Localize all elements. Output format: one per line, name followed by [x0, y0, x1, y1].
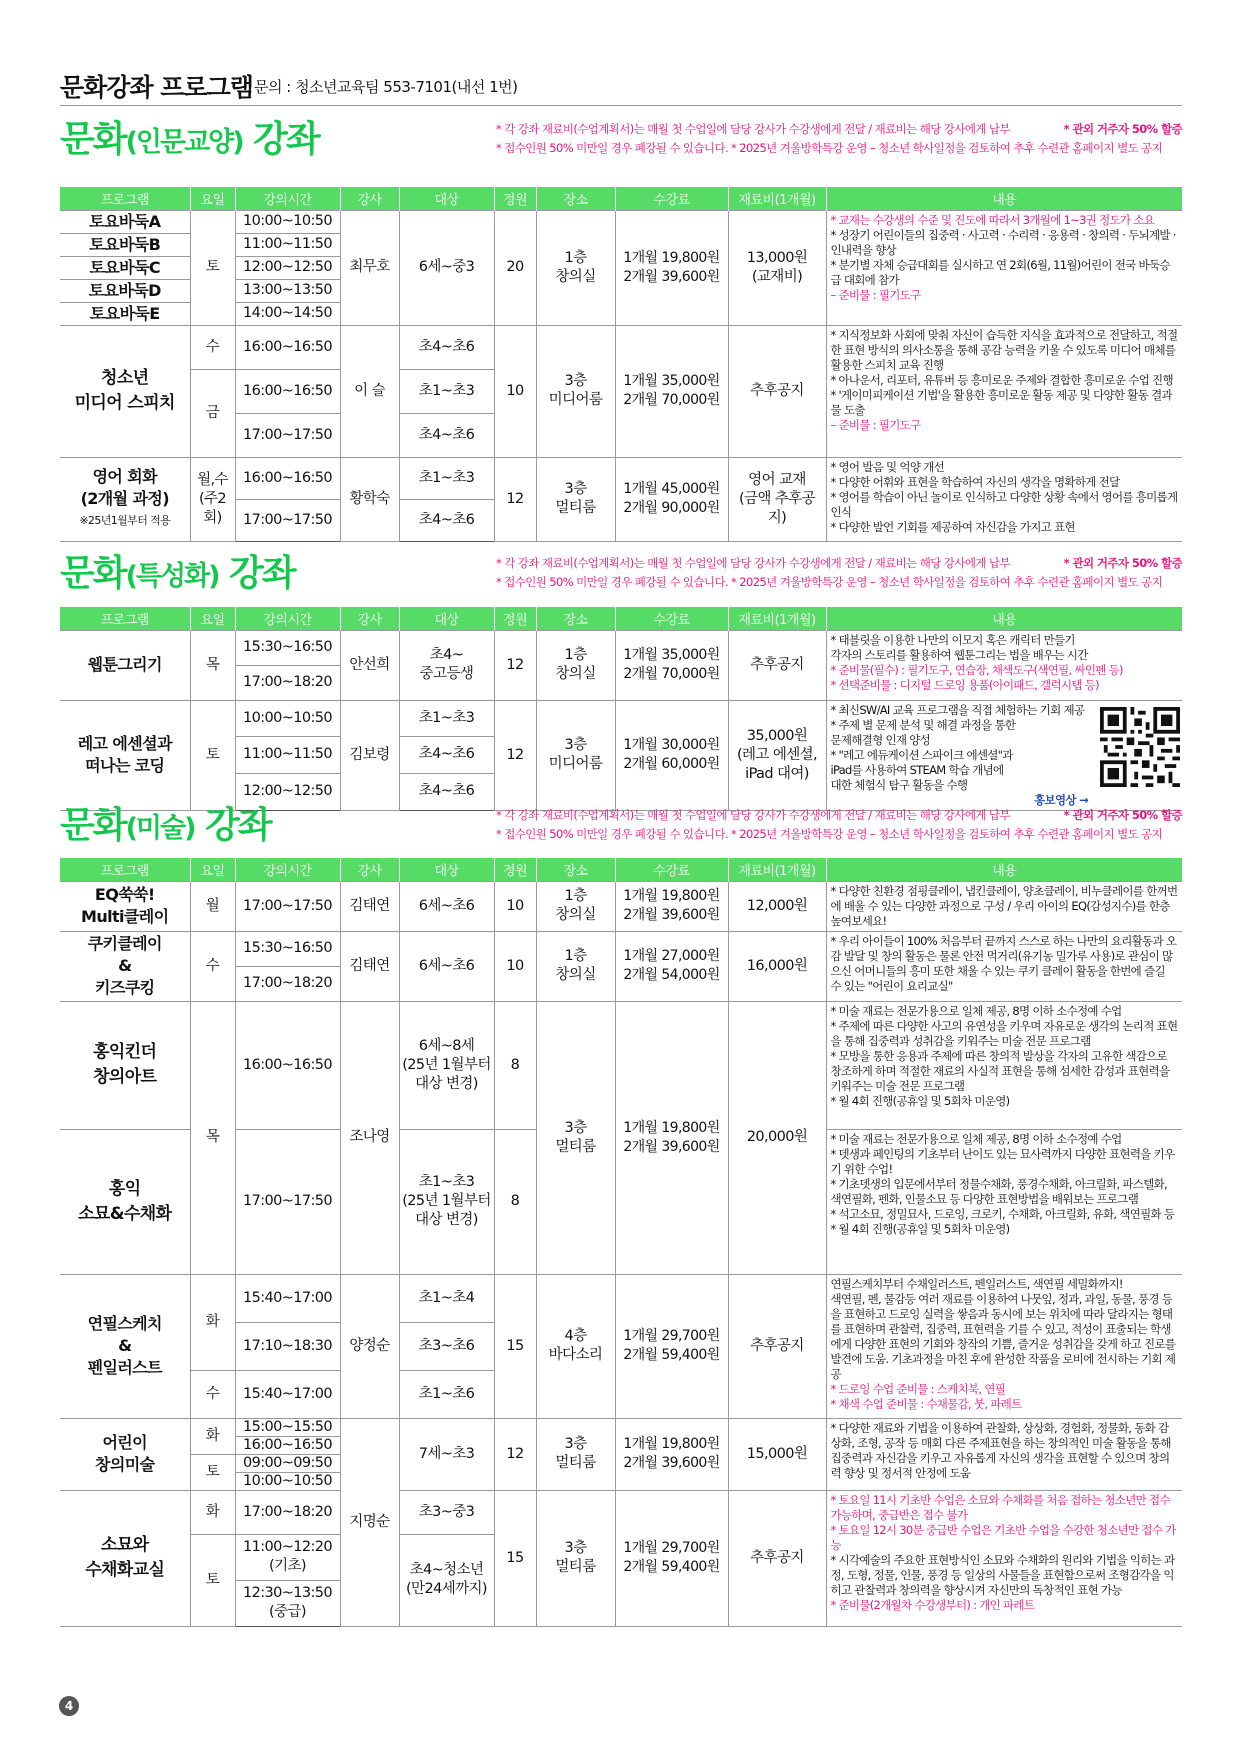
page-title: 문화강좌 프로그램 — [60, 73, 253, 102]
table-cell: 토 — [190, 1454, 235, 1490]
table-cell: 최무호 — [340, 210, 399, 325]
column-header: 정원 — [494, 607, 536, 630]
section-note: * 접수인원 50% 미만일 경우 폐강될 수 있습니다. * 2025년 겨울방학특강 운영 – 청소년 학사일정을 검토하여 추후 수련관 홈페이지 별도 공지 — [496, 827, 1163, 841]
table-cell: 어린이 창의미술 — [60, 1418, 190, 1490]
table-row — [60, 210, 1182, 233]
table-cell: 3층 멀티룸 — [536, 1001, 615, 1274]
table-cell: 15:30~16:50 — [235, 931, 340, 966]
column-header: 강의시간 — [235, 858, 340, 881]
description: * 미술 재료는 전문가용으로 일체 제공, 8명 이하 소수정예 수업 * 뎃생과 페인팅의 기초부터 난이도 있는 묘사력까지 다양한 표현력을 키우기 위한 수업! * 기초뎃생의 입문에서부터 정물수채화, 풍경수채화, 아크릴화, 파스텔화, 색연필화, 펜화, 인물소묘 등 다양한 표현방법을 배워보는 프로그램 * 석고소묘, 정밀묘사, 드로잉, 크로키, 수채화, 아크릴화, 유화, 색연필화 등 * 월 4회 진행(공휴일 및 5회차 미운영) — [826, 1129, 1182, 1274]
description: * 미술 재료는 전문가용으로 일체 제공, 8명 이하 소수정예 수업 * 주제에 따른 다양한 사고의 유연성을 키우며 자유로운 생각의 논리적 표현을 통해 집중력과 성취감을 키워주는 미술 전문 프로그램 * 모방을 통한 응용과 주제에 따른 창의적 발상을 각자의 고유한 색감으로 창조하게 하며 적절한 재료의 사실적 표현을 통해 섬세한 감성과 표현력을 키워주는 미술 전문 프로그램 * 월 4회 진행(공휴일 및 5회차 미운영) — [826, 1001, 1182, 1129]
table-cell: 이 슬 — [340, 325, 399, 457]
table-cell: 15:00~15:50 — [235, 1418, 340, 1436]
table-cell: 양정순 — [340, 1274, 399, 1418]
table-header — [60, 607, 1182, 630]
table-cell: 화 — [190, 1274, 235, 1370]
table-cell: 6세~8세 (25년 1월부터 대상 변경) — [399, 1001, 494, 1129]
table-cell: 초1~초3 — [399, 700, 494, 737]
column-header: 대상 — [399, 858, 494, 881]
table-cell: 추후공지 — [728, 1274, 826, 1418]
table-cell: 7세~초3 — [399, 1418, 494, 1490]
column-header: 강사 — [340, 187, 399, 210]
table-cell: 초1~초3 — [399, 457, 494, 499]
description: * 교재는 수강생의 수준 및 진도에 따라서 3개월에 1~3권 정도가 소요 * 성장기 어린이들의 집중력 · 사고력 · 수리력 · 응용력 · 창의력 · 두뇌계발 · 인내력을 향상 * 분기별 자체 승급대회를 실시하고 연 2회(6월, 11월)어린이 전국 바둑승급 대회에 참가 – 준비물 : 필기도구 — [826, 210, 1182, 325]
table-cell: 6세~중3 — [399, 210, 494, 325]
table-cell: 지명순 — [340, 1418, 399, 1626]
section-title: 문화(특성화) 강좌 — [60, 553, 295, 594]
table-cell: 16,000원 — [728, 931, 826, 1001]
column-header: 재료비(1개월) — [728, 858, 826, 881]
table-cell: 12 — [494, 700, 536, 810]
table-cell: 화 — [190, 1490, 235, 1534]
column-header: 재료비(1개월) — [728, 607, 826, 630]
column-header: 강사 — [340, 858, 399, 881]
column-header: 재료비(1개월) — [728, 187, 826, 210]
qr-code-icon[interactable] — [1100, 707, 1180, 787]
table-cell: 초4~초6 — [399, 499, 494, 541]
table-cell: 쿠키클레이 & 키즈쿠킹 — [60, 931, 190, 1001]
table-cell: 15:40~17:00 — [235, 1370, 340, 1418]
section-note: * 각 강좌 재료비(수업계획서)는 매월 첫 수업일에 담당 강사가 수강생에게 전달 / 재료비는 해당 강사에게 납부 * 관외 거주자 50% 할증 — [496, 122, 1182, 136]
table-cell: 초4~청소년 (만24세까지) — [399, 1534, 494, 1626]
table-cell: 초4~초6 — [399, 413, 494, 457]
column-header: 정원 — [494, 187, 536, 210]
table-cell: 초1~초3 — [399, 369, 494, 413]
table-cell: 1층 창의실 — [536, 630, 615, 700]
table-cell: 10 — [494, 325, 536, 457]
table-cell: 초4~ 중고등생 — [399, 630, 494, 700]
table-cell: 초3~초6 — [399, 1322, 494, 1370]
table-cell: 10 — [494, 931, 536, 1001]
table-cell: 1개월 19,800원 2개월 39,600원 — [615, 1418, 728, 1490]
table-cell: 홍익 소묘&수채화 — [60, 1129, 190, 1274]
column-header: 장소 — [536, 607, 615, 630]
table-cell: 레고 에센셜과 떠나는 코딩 — [60, 700, 190, 810]
table-cell: 초3~중3 — [399, 1490, 494, 1534]
column-header: 대상 — [399, 187, 494, 210]
column-header: 장소 — [536, 858, 615, 881]
table-cell: 1층 창의실 — [536, 881, 615, 931]
table-cell: 3층 멀티룸 — [536, 1490, 615, 1626]
description: * 태블릿을 이용한 나만의 이모지 혹은 캐릭터 만들기 각자의 스토리를 활용하여 웹툰그리는 법을 배우는 시간 * 준비물(필수) : 필기도구, 연습장, 채색도구(색연필, 싸인펜 등) * 선택준비물 : 디지털 드로잉 용품(아이패드, 갤럭시탭 등) — [826, 630, 1182, 700]
table-row — [60, 457, 1182, 499]
table-cell: 12,000원 — [728, 881, 826, 931]
table-cell: 1개월 45,000원 2개월 90,000원 — [615, 457, 728, 541]
table-cell: 10:00~10:50 — [235, 1472, 340, 1490]
table-cell: 토요바둑A — [60, 210, 190, 233]
table-cell: 웹툰그리기 — [60, 630, 190, 700]
description: * 우리 아이들이 100% 처음부터 끝까지 스스로 하는 나만의 요리활동과 오감 발달 및 창의 활동은 물론 안전 먹거리(유기농 밀가루 사용)로 관심이 많으신 어머니들의 흥미 또한 채울 수 있는 쿠키 클레이 활동을 한번에 즐길 수 있는 "어린이 요리교실" — [826, 931, 1182, 1001]
table-cell: 20,000원 — [728, 1001, 826, 1274]
table-cell: 09:00~09:50 — [235, 1454, 340, 1472]
table-cell: 10:00~10:50 — [235, 210, 340, 233]
table-cell: 17:00~18:20 — [235, 665, 340, 700]
table-cell: 조나영 — [340, 1001, 399, 1274]
table-cell: 소묘와 수채화교실 — [60, 1490, 190, 1626]
table-cell: 35,000원 (레고 에센셜, iPad 대여) — [728, 700, 826, 810]
table-cell: 17:00~18:20 — [235, 966, 340, 1001]
page-header — [60, 60, 1182, 106]
table-row — [60, 931, 1182, 966]
table-cell: 초1~초3 (25년 1월부터 대상 변경) — [399, 1129, 494, 1274]
table-cell: 김태연 — [340, 931, 399, 1001]
table-cell: 황학숙 — [340, 457, 399, 541]
art-table — [60, 858, 1182, 1627]
table-cell: 13:00~13:50 — [235, 279, 340, 302]
table-cell: 청소년 미디어 스피치 — [60, 325, 190, 457]
column-header: 강의시간 — [235, 187, 340, 210]
column-header: 수강료 — [615, 607, 728, 630]
column-header: 프로그램 — [60, 187, 190, 210]
description: * 영어 발음 및 억양 개선 * 다양한 어휘와 표현을 학습하여 자신의 생각을 명확하게 전달 * 영어를 학습이 아닌 놀이로 인식하고 다양한 상황 속에서 영어를 흥미롭게 인식 * 다양한 발언 기회를 제공하여 자신감을 가지고 표현 — [826, 457, 1182, 541]
table-cell: 20 — [494, 210, 536, 325]
table-cell: 3층 멀티룸 — [536, 457, 615, 541]
column-header: 장소 — [536, 187, 615, 210]
table-cell: 15 — [494, 1490, 536, 1626]
table-cell: 17:00~18:20 — [235, 1490, 340, 1534]
table-row — [60, 1274, 1182, 1322]
table-cell: 1층 창의실 — [536, 931, 615, 1001]
table-row — [60, 1001, 1182, 1129]
table-cell: 초1~초4 — [399, 1274, 494, 1322]
column-header: 요일 — [190, 607, 235, 630]
column-header: 강의시간 — [235, 607, 340, 630]
table-header — [60, 858, 1182, 881]
table-cell: 초1~초6 — [399, 1370, 494, 1418]
table-cell: 목 — [190, 1001, 235, 1274]
column-header: 정원 — [494, 858, 536, 881]
column-header: 내용 — [826, 187, 1182, 210]
table-cell: 초4~초6 — [399, 737, 494, 774]
contact-info: 문의 : 청소년교육팀 553-7101(내선 1번) — [254, 78, 518, 96]
table-cell: 1개월 29,700원 2개월 59,400원 — [615, 1274, 728, 1418]
table-cell: 13,000원 (교재비) — [728, 210, 826, 325]
table-cell: 1개월 30,000원 2개월 60,000원 — [615, 700, 728, 810]
table-cell: 토요바둑B — [60, 233, 190, 256]
column-header: 내용 — [826, 858, 1182, 881]
description: * 지식정보화 사회에 맞춰 자신이 습득한 지식을 효과적으로 전달하고, 적절한 표현 방식의 의사소통을 통해 공감 능력을 키울 수 있도록 미디어 매체를 활용한 스피치 교육 진행 * 아나운서, 리포터, 유튜버 등 흥미로운 주제와 결합한 흥미로운 수업 진행 * '게이미피케이션 기법'을 활용한 흥미로운 활동 제공 및 다양한 활동 결과물 도출 – 준비물 : 필기도구 — [826, 325, 1182, 457]
table-cell: 1개월 19,800원 2개월 39,600원 — [615, 881, 728, 931]
table-cell: 홍익킨더 창의아트 — [60, 1001, 190, 1129]
column-header: 프로그램 — [60, 607, 190, 630]
table-cell: 17:00~17:50 — [235, 881, 340, 931]
table-row — [60, 881, 1182, 931]
section-note: * 접수인원 50% 미만일 경우 폐강될 수 있습니다. * 2025년 겨울방학특강 운영 – 청소년 학사일정을 검토하여 추후 수련관 홈페이지 별도 공지 — [496, 575, 1163, 589]
column-header: 대상 — [399, 607, 494, 630]
table-row — [60, 630, 1182, 665]
table-cell: 김태연 — [340, 881, 399, 931]
section-humanities — [60, 118, 1182, 538]
table-cell: 3층 멀티룸 — [536, 1418, 615, 1490]
table-cell: 12:00~12:50 — [235, 256, 340, 279]
table-cell: 12:00~12:50 — [235, 773, 340, 810]
table-cell: 11:00~12:20 (기초) — [235, 1534, 340, 1580]
table-cell: 안선희 — [340, 630, 399, 700]
table-cell: 1개월 35,000원 2개월 70,000원 — [615, 630, 728, 700]
promo-video-link[interactable]: 홍보영상 → — [1034, 792, 1088, 807]
humanities-table — [60, 187, 1182, 542]
page-number: 4 — [59, 1696, 79, 1716]
section-special — [60, 552, 1182, 812]
table-cell: 12:30~13:50 (중급) — [235, 1580, 340, 1626]
table-cell: 추후공지 — [728, 630, 826, 700]
column-header: 프로그램 — [60, 858, 190, 881]
table-cell: 1개월 19,800원 2개월 39,600원 — [615, 1001, 728, 1274]
table-cell: 15:40~17:00 — [235, 1274, 340, 1322]
table-cell: 수 — [190, 931, 235, 1001]
table-cell: 15 — [494, 1274, 536, 1418]
section-note: * 각 강좌 재료비(수업계획서)는 매월 첫 수업일에 담당 강사가 수강생에게 전달 / 재료비는 해당 강사에게 납부 * 관외 거주자 50% 할증 — [496, 556, 1182, 570]
table-cell: 수 — [190, 1370, 235, 1418]
table-cell: 10:00~10:50 — [235, 700, 340, 737]
table-row — [60, 700, 1182, 737]
table-cell: 6세~초6 — [399, 931, 494, 1001]
column-header: 강사 — [340, 607, 399, 630]
description: * 다양한 친환경 점핑클레이, 냅킨클레이, 양초클레이, 비누클레이를 한꺼번에 배울 수 있는 다양한 과정으로 구성 / 우리 아이의 EQ(감성지수)를 한층 높여보세요! — [826, 881, 1182, 931]
table-cell: 16:00~16:50 — [235, 1436, 340, 1454]
table-cell: 10 — [494, 881, 536, 931]
table-cell: 토요바둑D — [60, 279, 190, 302]
table-cell: 15:30~16:50 — [235, 630, 340, 665]
table-cell: 16:00~16:50 — [235, 325, 340, 369]
column-header: 요일 — [190, 858, 235, 881]
column-header: 요일 — [190, 187, 235, 210]
section-note: * 각 강좌 재료비(수업계획서)는 매월 첫 수업일에 담당 강사가 수강생에게 전달 / 재료비는 해당 강사에게 납부 * 관외 거주자 50% 할증 — [496, 808, 1182, 822]
table-cell: 영어 회화 (2개월 과정) ※25년1월부터 적용 — [60, 457, 190, 541]
table-cell: 추후공지 — [728, 1490, 826, 1626]
table-cell: 11:00~11:50 — [235, 233, 340, 256]
table-header — [60, 187, 1182, 210]
description: * 토요일 11시 기초반 수업은 소묘와 수채화를 처음 접하는 청소년만 접수 가능하며, 중급반은 접수 불가 * 토요일 12시 30분 중급반 수업은 기초반 수업을 수강한 청소년만 접수 가능 * 시각예술의 주요한 표현방식인 소묘와 수채화의 원리와 기법을 익히는 과정, 도형, 정물, 인물, 풍경 등 일상의 사물들을 표현함으로써 조형감각을 익히고 관찰력과 창의력을 향상시켜 자신만의 독창적인 표현 가능 * 준비물(2개월차 수강생부터) : 개인 파레트 — [826, 1490, 1182, 1626]
table-cell: 토요바둑C — [60, 256, 190, 279]
table-cell: 8 — [494, 1129, 536, 1274]
section-art — [60, 804, 1182, 1684]
table-cell: 16:00~16:50 — [235, 369, 340, 413]
table-cell: 17:00~17:50 — [235, 1129, 340, 1274]
table-cell: 토 — [190, 210, 235, 325]
table-cell: 1층 창의실 — [536, 210, 615, 325]
table-cell: 3층 미디어룸 — [536, 325, 615, 457]
column-header: 내용 — [826, 607, 1182, 630]
table-cell: 16:00~16:50 — [235, 1001, 340, 1129]
table-cell: 15,000원 — [728, 1418, 826, 1490]
table-cell: 1개월 19,800원 2개월 39,600원 — [615, 210, 728, 325]
table-cell: 14:00~14:50 — [235, 302, 340, 325]
table-cell: 17:00~17:50 — [235, 413, 340, 457]
table-cell: 월,수 (주2회) — [190, 457, 235, 541]
table-row — [60, 325, 1182, 369]
table-cell: 금 — [190, 369, 235, 457]
table-cell: 김보령 — [340, 700, 399, 810]
special-table — [60, 607, 1182, 811]
table-cell: 목 — [190, 630, 235, 700]
table-cell: 17:00~17:50 — [235, 499, 340, 541]
column-header: 수강료 — [615, 858, 728, 881]
table-cell: 12 — [494, 457, 536, 541]
table-cell: 월 — [190, 881, 235, 931]
table-cell: 초4~초6 — [399, 325, 494, 369]
table-cell: 1개월 29,700원 2개월 59,400원 — [615, 1490, 728, 1626]
table-cell: 토 — [190, 1534, 235, 1626]
description: * 최신SW/AI 교육 프로그램을 직접 체험하는 기회 제공 * 주제 별 문제 분석 및 해결 과정을 통한 문제해결형 인재 양성 * "레고 에듀케이션 스파이크 에센셜"과 iPad를 사용하여 STEAM 학습 개념에 대한 체험식 탐구 활동을 수행 홍보영상 → — [826, 700, 1182, 810]
description: * 다양한 재료와 기법을 이용하여 관찰화, 상상화, 경험화, 정물화, 동화 감상화, 조형, 공작 등 매회 다른 주제표현을 하는 창의적인 미술 활동을 통해 집중력과 자신감을 키우고 자유롭게 자신의 생각을 표현할 수 있으며 창의력 향상 및 정서적 안정에 도움 — [826, 1418, 1182, 1490]
table-cell: 1개월 27,000원 2개월 54,000원 — [615, 931, 728, 1001]
table-cell: 4층 바다소리 — [536, 1274, 615, 1418]
table-cell: 추후공지 — [728, 325, 826, 457]
table-cell: 16:00~16:50 — [235, 457, 340, 499]
table-cell: 토 — [190, 700, 235, 810]
table-cell: 11:00~11:50 — [235, 737, 340, 774]
table-cell: 토요바둑E — [60, 302, 190, 325]
table-row — [60, 1418, 1182, 1436]
column-header: 수강료 — [615, 187, 728, 210]
table-cell: 1개월 35,000원 2개월 70,000원 — [615, 325, 728, 457]
table-cell: 화 — [190, 1418, 235, 1454]
table-cell: 12 — [494, 630, 536, 700]
section-title: 문화(미술) 강좌 — [60, 805, 271, 846]
table-row — [60, 1490, 1182, 1534]
table-cell: 12 — [494, 1418, 536, 1490]
table-cell: EQ쑥쑥! Multi클레이 — [60, 881, 190, 931]
table-cell: 6세~초6 — [399, 881, 494, 931]
table-cell: 8 — [494, 1001, 536, 1129]
table-cell: 연필스케치 & 펜일러스트 — [60, 1274, 190, 1418]
table-cell: 초4~초6 — [399, 773, 494, 810]
table-cell: 17:10~18:30 — [235, 1322, 340, 1370]
table-cell: 영어 교재 (금액 추후공지) — [728, 457, 826, 541]
table-cell: 3층 미디어룸 — [536, 700, 615, 810]
description: 연필스케치부터 수채일러스트, 펜일러스트, 색연필 세밀화까지! 색연필, 펜, 물감등 여러 재료를 이용하여 나뭇잎, 정과, 과일, 동물, 풍경 등을 표현하고 드로잉 실력을 쌓음과 동시에 보는 위치에 따라 달라지는 형태를 표현하며 관찰력, 집중력, 표현력을 기를 수 있고, 적성이 표출되는 학생에게 다양한 표현의 기회와 창작의 기쁨, 즐거운 성취감을 갖게 하고 진로를 발견에 도움. 기초과정을 마친 후에 완성한 작품을 로비에 전시하는 기회 제공 * 드로잉 수업 준비물 : 스케치북, 연필 * 채색 수업 준비물 : 수채물감, 붓, 파레트 — [826, 1274, 1182, 1418]
table-cell: 수 — [190, 325, 235, 369]
section-title: 문화(인문교양) 강좌 — [60, 119, 319, 160]
section-note: * 접수인원 50% 미만일 경우 폐강될 수 있습니다. * 2025년 겨울방학특강 운영 – 청소년 학사일정을 검토하여 추후 수련관 홈페이지 별도 공지 — [496, 141, 1163, 155]
